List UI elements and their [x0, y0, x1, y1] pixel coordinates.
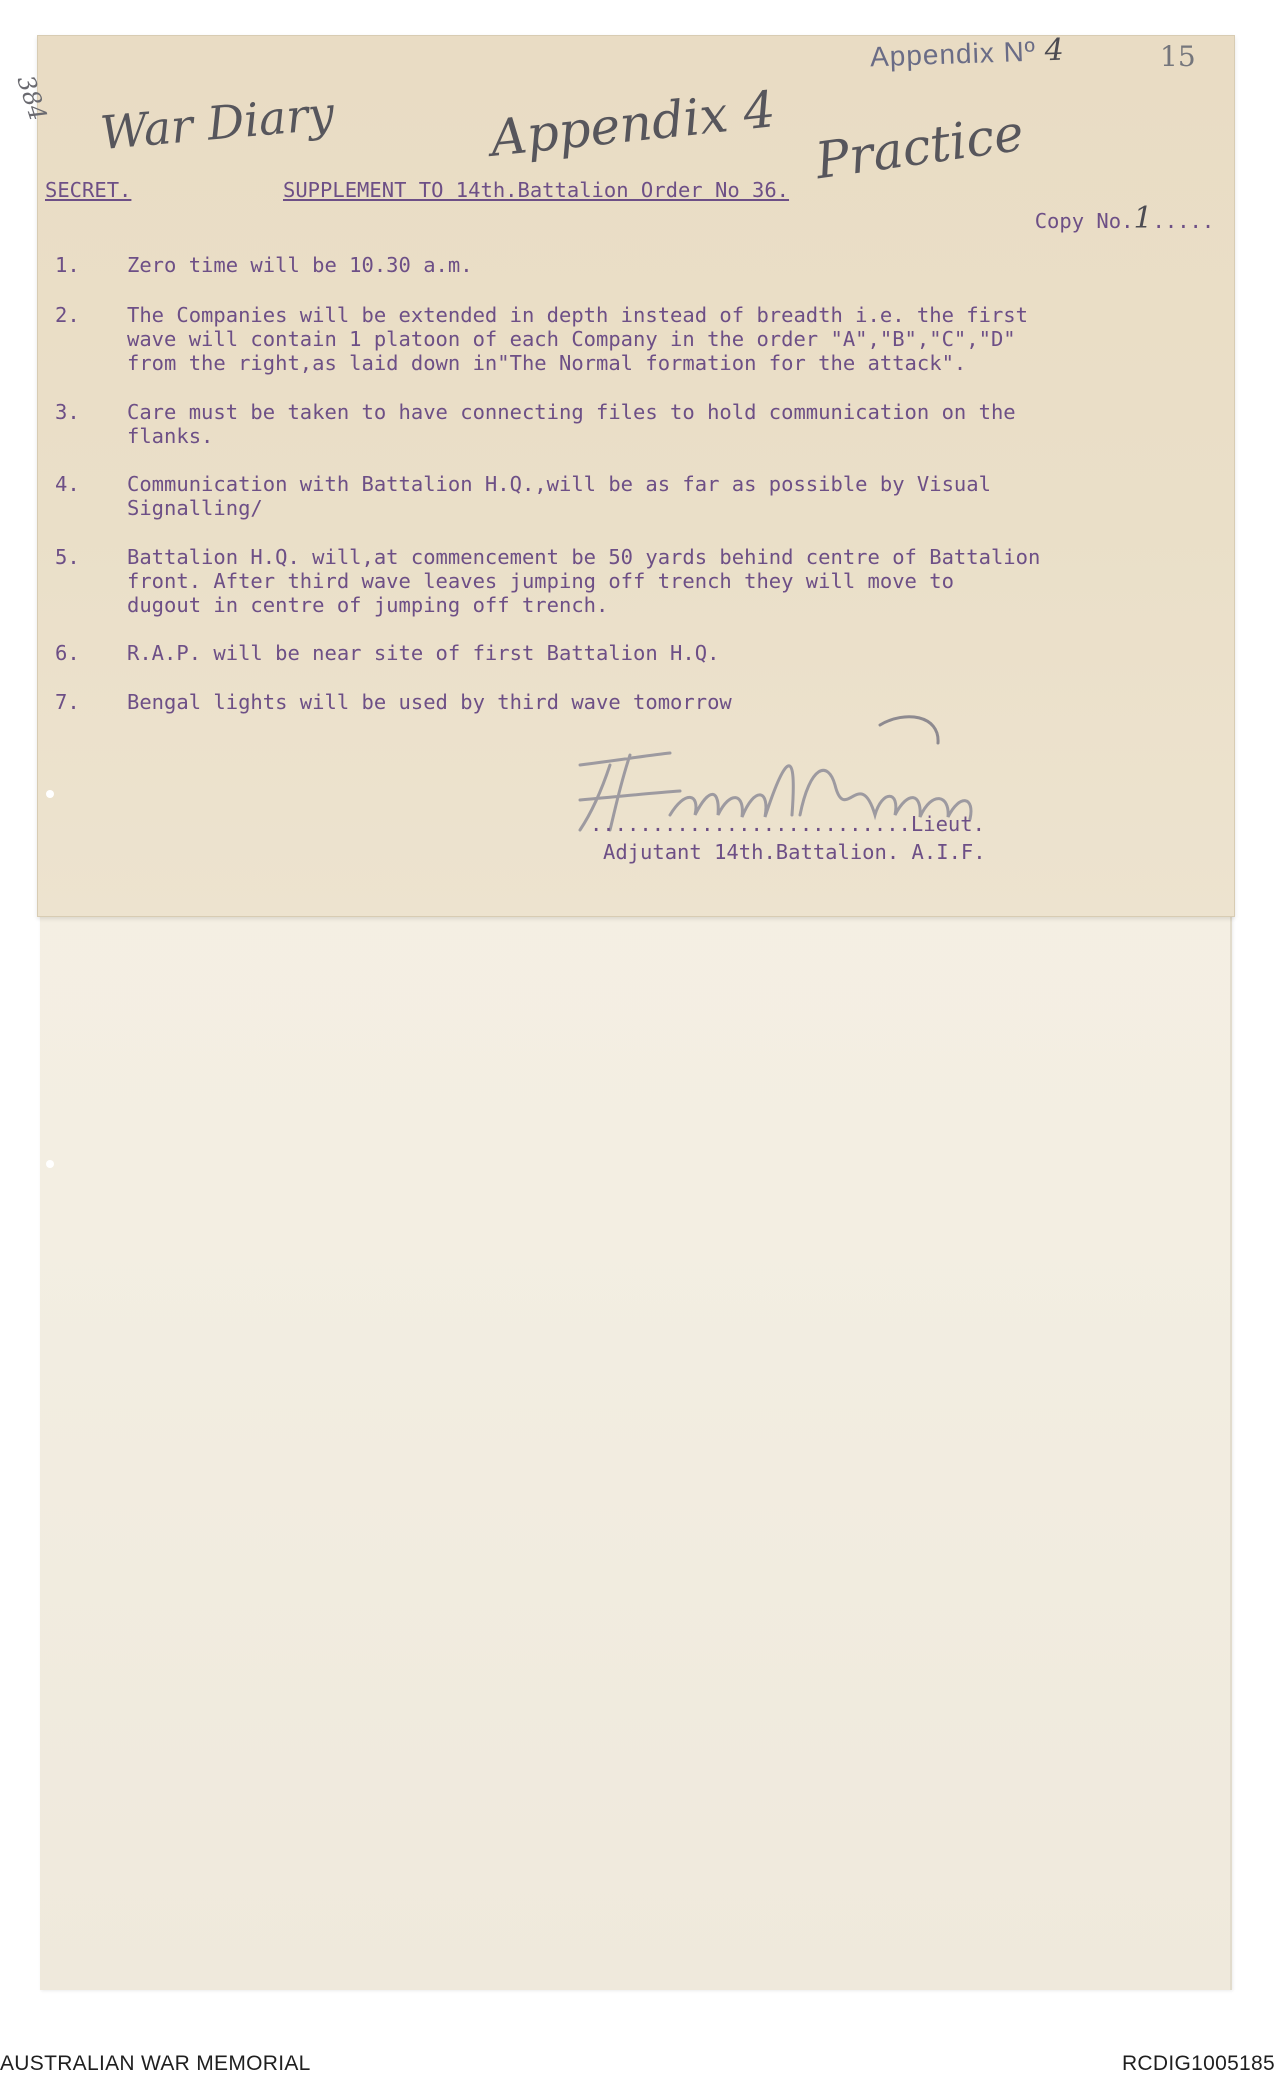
footer-identifier: RCDIG1005185: [1121, 2052, 1275, 2075]
item-number: 7.: [55, 690, 80, 714]
copy-number-value: 1: [1133, 201, 1153, 236]
handwritten-appendix: Appendix 4: [487, 80, 779, 168]
item-number: 2.: [55, 303, 80, 327]
item-line: Bengal lights will be used by third wave tomorrow: [127, 690, 732, 714]
item-number: 5.: [55, 545, 80, 569]
handwritten-practice: Practice: [811, 103, 1028, 191]
item-line: wave will contain 1 platoon of each Company in the order "A","B","C","D": [127, 327, 1016, 351]
signature-line: ..........................Lieut.: [590, 812, 985, 836]
copy-label: Copy No.: [1034, 209, 1134, 233]
item-line: from the right,as laid down in"The Normal formation for the attack".: [127, 351, 967, 375]
item-line: R.A.P. will be near site of first Battalion H.Q.: [127, 641, 720, 665]
copy-number: [1010, 183, 1215, 236]
footer-source: AUSTRALIAN WAR MEMORIAL: [0, 2052, 311, 2075]
item-line: dugout in centre of jumping off trench.: [127, 593, 609, 617]
item-line: Communication with Battalion H.Q.,will be as far as possible by Visual: [127, 472, 991, 496]
appendix-stamp-number: 4: [1044, 32, 1066, 69]
folio-number: 15: [1160, 40, 1196, 73]
punch-hole: [46, 790, 54, 798]
copy-dots: .....: [1152, 209, 1215, 233]
signature-position: Adjutant 14th.Battalion. A.I.F.: [603, 840, 986, 864]
item-line: The Companies will be extended in depth instead of breadth i.e. the first: [127, 303, 1028, 327]
handwritten-number: 384: [11, 72, 53, 125]
item-line: Signalling/: [127, 496, 263, 520]
classification: SECRET.: [45, 178, 132, 202]
appendix-stamp: [869, 33, 1065, 75]
punch-hole: [46, 1160, 54, 1168]
item-number: 6.: [55, 641, 80, 665]
item-line: front. After third wave leaves jumping off trench they will move to: [127, 569, 954, 593]
item-line: flanks.: [127, 424, 214, 448]
item-line: Care must be taken to have connecting files to hold communication on the: [127, 400, 1016, 424]
appendix-stamp-label: Appendix Nº: [869, 35, 1037, 73]
handwritten-title: War Diary: [98, 85, 337, 161]
item-line: Battalion H.Q. will,at commencement be 50 yards behind centre of Battalion: [127, 545, 1041, 569]
item-number: 4.: [55, 472, 80, 496]
document-title: SUPPLEMENT TO 14th.Battalion Order No 36.: [283, 178, 790, 202]
item-line: Zero time will be 10.30 a.m.: [127, 253, 473, 277]
item-number: 3.: [55, 400, 80, 424]
item-number: 1.: [55, 253, 80, 277]
